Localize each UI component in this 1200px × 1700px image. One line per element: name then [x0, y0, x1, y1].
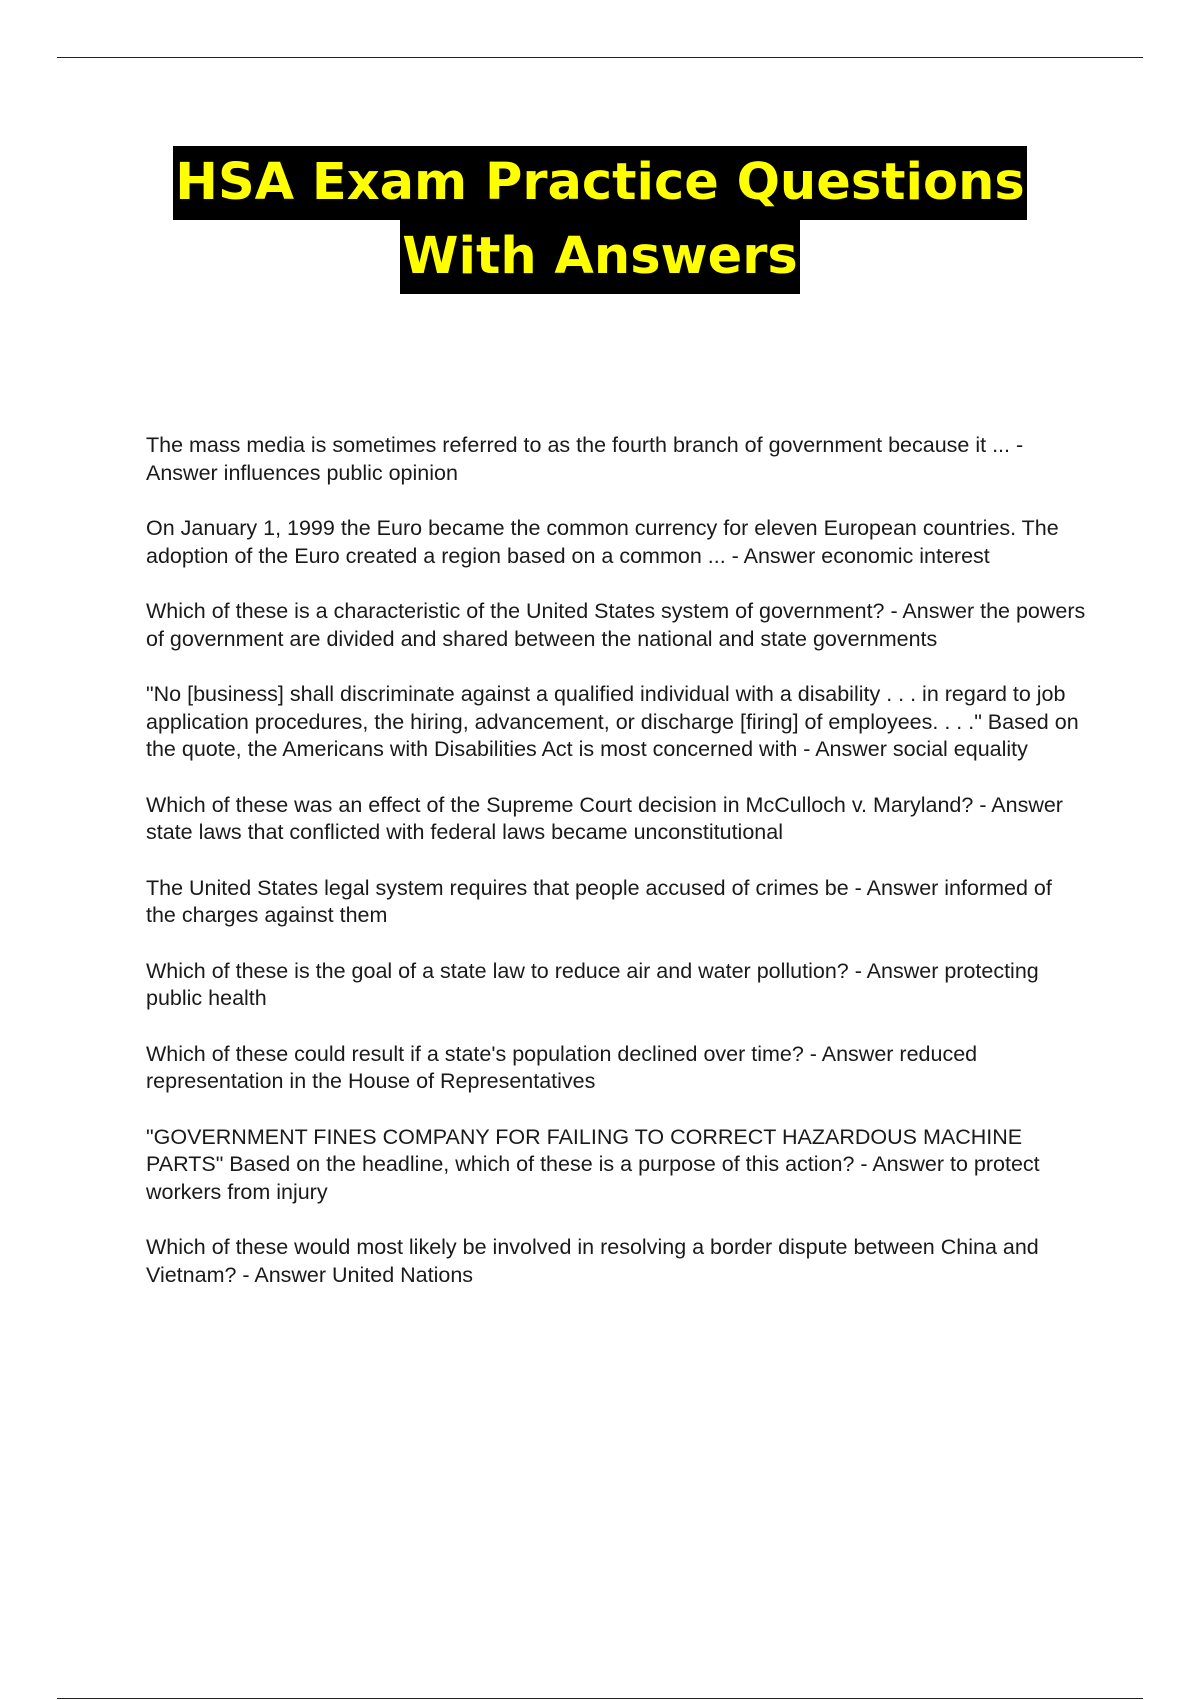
document-title [0, 146, 1200, 294]
qa-item-4: "No [business] shall discriminate against a qualified individual with a disability . . . in regard to job application procedures, the hiring, advancement, or discharge [firing] of employees. . . ." Based on the quote, the Americans with Disabilities Act is most concerned with - Answer social equality [146, 682, 1079, 761]
qa-item-6: The United States legal system requires that people accused of crimes be - Answer informed of the charges against them [146, 875, 1052, 927]
footer-rule [57, 1698, 1143, 1699]
qa-item-2: On January 1, 1999 the Euro became the common currency for eleven European countries. The adoption of the Euro created a region based on a common ... - Answer economic interest [146, 516, 1059, 568]
question-answer-list [146, 432, 1086, 1317]
qa-item-7: Which of these is the goal of a state law to reduce air and water pollution? - Answer protecting public health [146, 958, 1039, 1010]
title-line-2: With Answers [400, 220, 800, 294]
qa-item-9: "GOVERNMENT FINES COMPANY FOR FAILING TO CORRECT HAZARDOUS MACHINE PARTS" Based on the headline, which of these is a purpose of this action? - Answer to protect workers from injury [146, 1124, 1040, 1204]
qa-item-1: The mass media is sometimes referred to as the fourth branch of government because it ... - Answer influences public opinion [146, 433, 1024, 485]
header-rule [57, 57, 1143, 58]
qa-item-5: Which of these was an effect of the Supreme Court decision in McCulloch v. Maryland? - Answer state laws that conflicted with federal laws became unconstitutional [146, 792, 1063, 844]
qa-item-10: Which of these would most likely be involved in resolving a border dispute between China and Vietnam? - Answer United Nations [146, 1235, 1039, 1287]
title-line-1: HSA Exam Practice Questions [173, 146, 1026, 220]
qa-item-3: Which of these is a characteristic of the United States system of government? - Answer the powers of government are divided and shared between the national and state governments [146, 599, 1086, 651]
qa-item-8: Which of these could result if a state's population declined over time? - Answer reduced representation in the House of Representatives [146, 1041, 978, 1093]
